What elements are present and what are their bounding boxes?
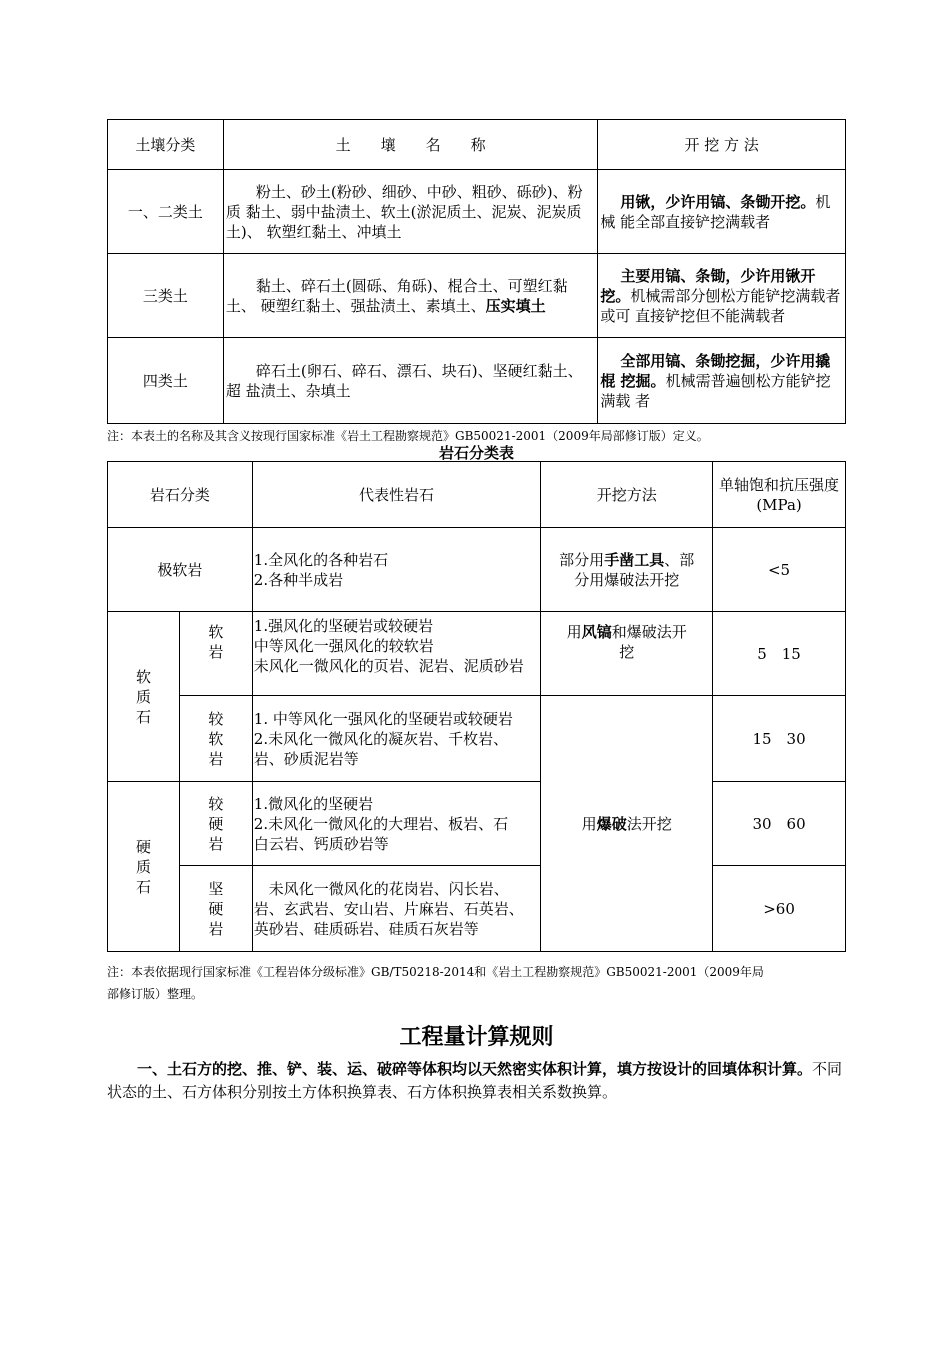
method-text: 部分用 bbox=[559, 550, 605, 569]
rock-line: 2.各种半成岩 bbox=[253, 570, 344, 589]
group-char: 软 bbox=[135, 667, 151, 686]
rock-strength: 5 15 bbox=[713, 612, 846, 696]
rules-bold-text: 一、土石方的挖、推、铲、装、运、破碎等体积均以天然密实体积计算，填方按设计的回填体积计算。 bbox=[137, 1060, 813, 1078]
soil-names-bold: 压实填土 bbox=[485, 296, 546, 315]
sub-char: 岩 bbox=[208, 749, 224, 768]
method-bold: 手凿工具 bbox=[604, 550, 665, 569]
soil-class-cell: 一、二类土 bbox=[108, 170, 224, 254]
rock-line: 1.全风化的各种岩石 bbox=[253, 550, 389, 569]
rock-line: 岩、玄武岩、安山岩、片麻岩、石英岩、 bbox=[253, 899, 524, 918]
soil-names-text: 黏土、碎石土(圆砾、角砾)、棍合土、可塑红黏土、 硬塑红黏土、强盐渍土、素填土、 bbox=[225, 276, 568, 315]
sub-char: 较 bbox=[208, 709, 224, 728]
rock-list bbox=[252, 866, 541, 952]
rock-subclass-hard bbox=[179, 866, 252, 952]
soil-header-method: 开 挖 方 法 bbox=[598, 120, 846, 170]
method-text: 和爆破法开挖 bbox=[611, 623, 687, 661]
rock-line: 1.强风化的坚硬岩或较硬岩 bbox=[253, 617, 434, 635]
rock-line: 1. 中等风化一强风化的坚硬岩或较硬岩 bbox=[253, 709, 513, 728]
sub-char: 硬 bbox=[208, 814, 224, 833]
sub-char: 较 bbox=[208, 794, 224, 813]
rock-class-very-soft: 极软岩 bbox=[108, 528, 253, 612]
rock-table-note bbox=[107, 961, 857, 1005]
rock-strength: 30 60 bbox=[713, 782, 846, 866]
method-text: 用 bbox=[566, 623, 582, 641]
rock-header-class: 岩石分类 bbox=[108, 462, 253, 528]
soil-method-cell bbox=[598, 170, 846, 254]
method-text: 法开挖 bbox=[626, 814, 672, 833]
method-text: 用 bbox=[581, 814, 597, 833]
soil-classification-table bbox=[107, 119, 846, 424]
rock-line: 2.未风化一微风化的大理岩、板岩、石 bbox=[253, 814, 509, 833]
rules-title: 工程量计算规则 bbox=[399, 1025, 554, 1050]
rock-line: 未风化一微风化的页岩、泥岩、泥质砂岩 bbox=[253, 657, 524, 675]
rock-line: 1.微风化的坚硬岩 bbox=[253, 794, 374, 813]
rock-strength: 15 30 bbox=[713, 696, 846, 782]
soil-header-name: 土 壤 名 称 bbox=[223, 120, 597, 170]
group-char: 质 bbox=[135, 857, 151, 876]
note-line: 注：本表依据现行国家标准《工程岩体分级标准》GB/T50218-2014和《岩土工程勘察规范》GB50021-2001（2009年局 bbox=[107, 965, 764, 979]
soil-names-cell bbox=[223, 254, 597, 338]
rock-line: 未风化一微风化的花岗岩、闪长岩、 bbox=[253, 879, 509, 898]
sub-char: 坚 bbox=[208, 879, 224, 898]
rock-method-cell bbox=[541, 612, 713, 696]
rock-method-cell bbox=[541, 528, 713, 612]
soil-method-cell bbox=[598, 254, 846, 338]
group-char: 石 bbox=[135, 707, 151, 726]
rock-line: 英砂岩、硅质砾岩、硅质石灰岩等 bbox=[253, 919, 479, 938]
rock-group-hard bbox=[108, 782, 180, 952]
rock-list bbox=[252, 782, 541, 866]
sub-char: 岩 bbox=[208, 919, 224, 938]
rock-strength: >60 bbox=[713, 866, 846, 952]
soil-class-cell: 三类土 bbox=[108, 254, 224, 338]
soil-names-cell: 碎石土(卵石、碎石、漂石、块石)、坚硬红黏土、超 盐渍土、杂填土 bbox=[223, 338, 597, 424]
rock-line: 岩、砂质泥岩等 bbox=[253, 749, 359, 768]
rules-text: 不同状态的土、石方体积分别按土方体积换算表、石方体积换算表相关系数换算。 bbox=[107, 1060, 843, 1101]
method-bold: 风镐 bbox=[581, 623, 612, 641]
soil-method-bold: 全部用镐、条锄挖掘，少许用撬棍 挖掘。 bbox=[600, 351, 831, 390]
rock-list bbox=[252, 696, 541, 782]
soil-method-bold: 主要用镐、条锄，少许用锹开挖。 bbox=[600, 266, 816, 305]
sub-char: 岩 bbox=[208, 643, 224, 661]
rock-header-method: 开挖方法 bbox=[541, 462, 713, 528]
soil-names-cell: 粉土、砂土(粉砂、细砂、中砂、粗砂、砾砂)、粉质 黏土、弱中盐渍土、软土(淤泥质土、泥炭、泥炭质土)、 软塑红黏土、冲填土 bbox=[223, 170, 597, 254]
group-char: 质 bbox=[135, 687, 151, 706]
method-bold: 爆破 bbox=[596, 814, 627, 833]
sub-char: 岩 bbox=[208, 834, 224, 853]
rock-strength: <5 bbox=[713, 528, 846, 612]
soil-method-rest: 机械需普遍刨松方能铲挖满载 者 bbox=[600, 371, 831, 410]
sub-char: 软 bbox=[208, 729, 224, 748]
soil-class-cell: 四类土 bbox=[108, 338, 224, 424]
rock-subclass-less-soft bbox=[179, 696, 252, 782]
note-line: 部修订版）整理。 bbox=[107, 987, 204, 1001]
soil-header-class: 土壤分类 bbox=[108, 120, 224, 170]
rock-line: 2.未风化一微风化的凝灰岩、千枚岩、 bbox=[253, 729, 509, 748]
rock-classification-table bbox=[107, 461, 846, 952]
sub-char: 硬 bbox=[208, 899, 224, 918]
sub-char: 软 bbox=[208, 623, 224, 641]
rock-list bbox=[252, 612, 541, 696]
rock-subclass-fairly-hard bbox=[179, 782, 252, 866]
soil-method-bold: 用锹，少许用镐、条锄开挖。 bbox=[620, 192, 816, 211]
soil-method-cell bbox=[598, 338, 846, 424]
rules-paragraph bbox=[107, 1058, 852, 1104]
rock-list bbox=[252, 528, 541, 612]
group-char: 石 bbox=[135, 877, 151, 896]
rock-header-rocks: 代表性岩石 bbox=[252, 462, 541, 528]
rock-line: 中等风化一强风化的较软岩 bbox=[253, 637, 434, 655]
rock-line: 白云岩、钙质砂岩等 bbox=[253, 834, 389, 853]
rock-group-soft bbox=[108, 612, 180, 782]
rock-method-cell-blast bbox=[541, 696, 713, 952]
soil-method-rest: 机械 能全部直接铲挖满载者 bbox=[600, 192, 831, 231]
soil-table-note: 注：本表土的名称及其含义按现行国家标准《岩土工程勘察规范》GB50021-2001（2009年局部修订版）定义。 bbox=[107, 429, 709, 443]
rock-header-strength: 单轴饱和抗压强度 (MPa) bbox=[713, 462, 846, 528]
method-text: 、部分用爆破法开挖 bbox=[574, 550, 695, 589]
soil-method-rest: 机械需部分刨松方能铲挖满载者或可 直接铲挖但不能满载者 bbox=[600, 286, 841, 325]
rock-subclass-soft bbox=[179, 612, 252, 696]
rock-table-title: 岩石分类表 bbox=[438, 444, 514, 462]
group-char: 硬 bbox=[135, 837, 151, 856]
